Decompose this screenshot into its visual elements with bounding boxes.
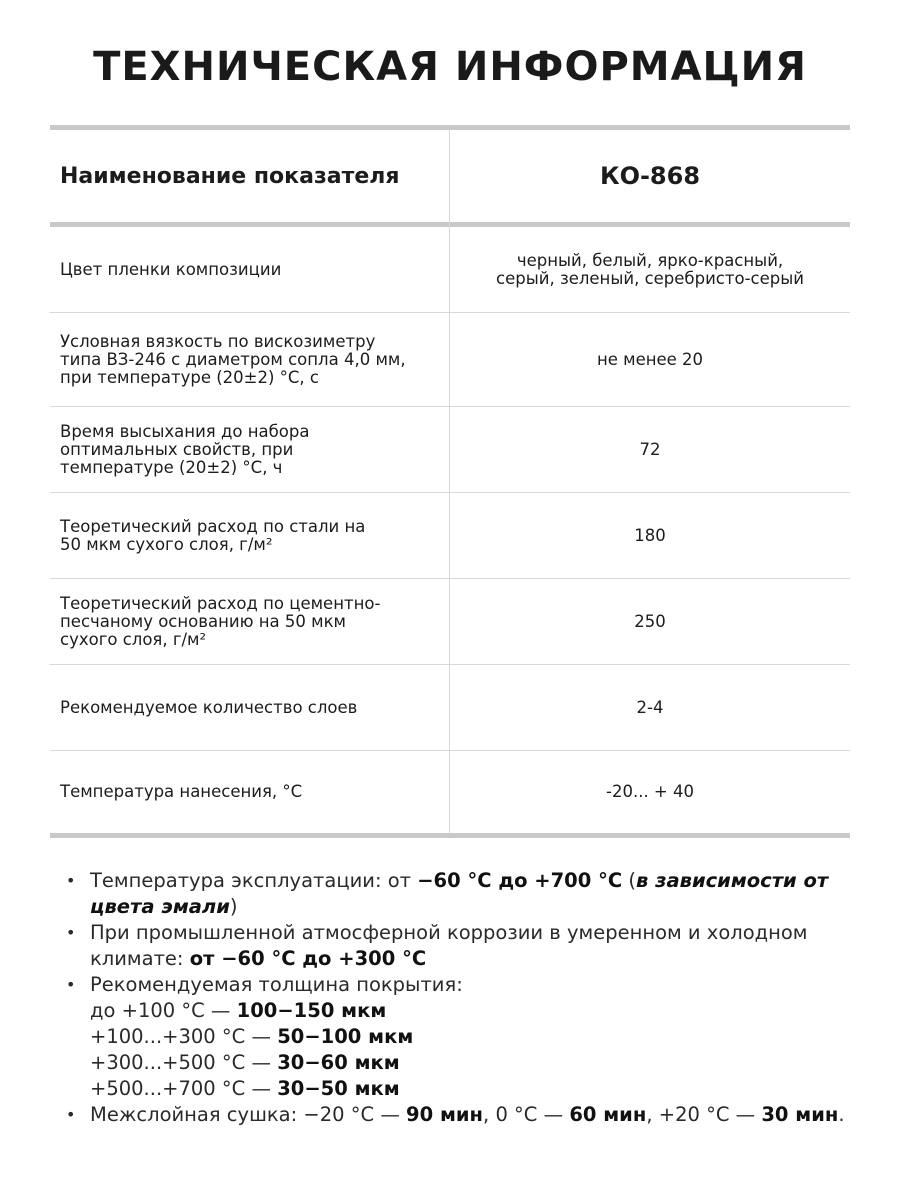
thickness-line <box>66 1050 856 1076</box>
row-value <box>450 613 850 631</box>
row-parameter <box>50 423 450 477</box>
parameter-line: Рекомендуемое количество слоев <box>60 697 358 717</box>
table-row <box>50 665 850 751</box>
row-parameter <box>50 518 450 554</box>
parameter-line: при температуре (20±2) °С, с <box>60 367 319 387</box>
note-interlayer-drying <box>66 1102 856 1128</box>
note-text: +100...+300 °С — <box>90 1025 278 1048</box>
parameter-line: Цвет пленки композиции <box>60 259 282 279</box>
parameter-line: Время высыхания до набора <box>60 421 310 441</box>
note-bold: 30−50 мкм <box>277 1077 400 1100</box>
note-text: , +20 °С — <box>646 1103 762 1126</box>
note-bold: от −60 °С до +300 °С <box>189 947 427 970</box>
parameter-line: Температура нанесения, °С <box>60 782 303 801</box>
note-bold: 90 мин <box>406 1103 484 1126</box>
table-header <box>50 130 850 222</box>
note-bold: 30 мин <box>761 1103 839 1126</box>
note-corrosion <box>66 920 856 972</box>
note-text: Межслойная сушка: −20 °С — <box>90 1103 407 1126</box>
note-text: . <box>838 1103 845 1126</box>
row-value <box>450 441 850 459</box>
table-row <box>50 227 850 313</box>
row-value <box>450 783 850 801</box>
row-value <box>450 252 850 288</box>
note-bold: 50−100 мкм <box>277 1025 414 1048</box>
value-line: не менее 20 <box>596 349 704 369</box>
note-bold: 60 мин <box>569 1103 647 1126</box>
tech-table <box>50 125 850 838</box>
note-italic: в зависимости от цвета эмали <box>90 869 829 918</box>
note-bold: 30−60 мкм <box>277 1051 400 1074</box>
table-row <box>50 493 850 579</box>
note-text: до +100 °С — <box>90 999 237 1022</box>
note-operating-temperature <box>66 868 856 920</box>
value-line: черный, белый, ярко-красный, <box>516 250 784 270</box>
table-row <box>50 751 850 833</box>
value-line: серый, зеленый, серебристо-серый <box>496 268 804 288</box>
parameter-line: сухого слоя, г/м² <box>60 629 207 649</box>
row-value <box>450 351 850 369</box>
parameter-line: 50 мкм сухого слоя, г/м² <box>60 534 273 554</box>
table-row <box>50 407 850 493</box>
note-text: ( <box>622 869 636 892</box>
table-body <box>50 227 850 833</box>
bullet: • <box>66 975 76 994</box>
value-line: -20... + 40 <box>606 782 694 801</box>
notes-list <box>66 868 856 1128</box>
note-thickness <box>66 972 856 998</box>
parameter-line: оптимальных свойств, при <box>60 439 294 459</box>
bullet: • <box>66 1105 76 1124</box>
note-bold: 100−150 мкм <box>236 999 387 1022</box>
column-divider <box>449 130 450 833</box>
row-parameter <box>50 783 450 801</box>
note-text: Рекомендуемая толщина покрытия: <box>90 973 463 996</box>
value-line: 2-4 <box>636 697 664 717</box>
table-bottom-rule <box>50 833 850 838</box>
note-text: +500...+700 °С — <box>90 1077 278 1100</box>
note-text: , 0 °С — <box>483 1103 570 1126</box>
table-row <box>50 579 850 665</box>
bullet: • <box>66 871 76 890</box>
value-line: 72 <box>639 439 661 459</box>
row-value <box>450 699 850 717</box>
note-text: ) <box>229 895 238 918</box>
row-parameter <box>50 699 450 717</box>
note-bold: −60 °С до +700 °С <box>417 869 623 892</box>
thickness-line <box>66 1024 856 1050</box>
row-parameter <box>50 261 450 279</box>
page-title: ТЕХНИЧЕСКАЯ ИНФОРМАЦИЯ <box>93 44 807 90</box>
bullet: • <box>66 923 76 942</box>
parameter-line: температуре (20±2) °С, ч <box>60 457 283 477</box>
note-text: Температура эксплуатации: от <box>90 869 418 892</box>
parameter-line: Теоретический расход по цементно- <box>60 593 381 613</box>
row-parameter <box>50 595 450 649</box>
row-value <box>450 527 850 545</box>
table-row <box>50 313 850 407</box>
parameter-line: Условная вязкость по вискозиметру <box>60 331 376 351</box>
header-parameter: Наименование показателя <box>60 163 400 189</box>
header-product: КО-868 <box>599 162 701 190</box>
note-text: +300...+500 °С — <box>90 1051 278 1074</box>
parameter-line: песчаному основанию на 50 мкм <box>60 611 346 631</box>
thickness-line <box>66 1076 856 1102</box>
value-line: 250 <box>634 611 666 631</box>
parameter-line: Теоретический расход по стали на <box>60 516 366 536</box>
parameter-line: типа ВЗ-246 с диаметром сопла 4,0 мм, <box>60 349 406 369</box>
row-parameter <box>50 333 450 387</box>
thickness-line <box>66 998 856 1024</box>
value-line: 180 <box>634 525 666 545</box>
note-text: При промышленной атмосферной коррозии в умеренном и холодном климате: <box>90 921 808 970</box>
